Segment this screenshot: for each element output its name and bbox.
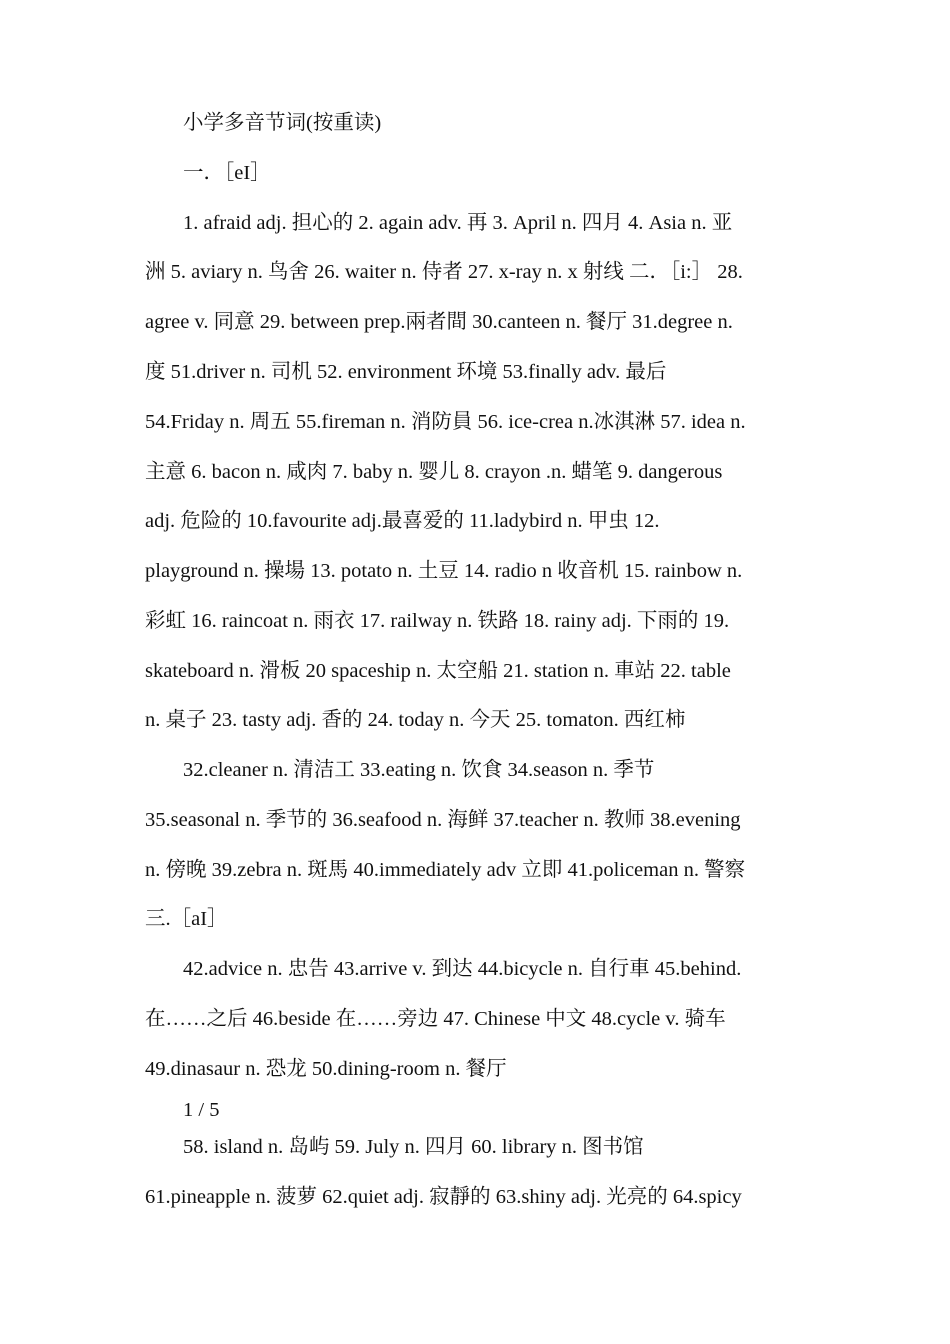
text-line: 主意 6. bacon n. 咸肉 7. baby n. 婴儿 8. crayon .n. 蜡笔 9. dangerous [145, 461, 723, 483]
text-line: n. 傍晚 39.zebra n. 斑馬 40.immediately adv 立即 41.policeman n. 警察 [145, 859, 746, 881]
text-line: 42.advice n. 忠告 43.arrive v. 到达 44.bicycle n. 自行車 45.behind. [183, 958, 742, 980]
text-line: playground n. 操場 13. potato n. 土豆 14. radio n 收音机 15. rainbow n. [145, 560, 743, 582]
text-line: 1. afraid adj. 担心的 2. again adv. 再 3. April n. 四月 4. Asia n. 亚 [183, 212, 733, 234]
section-heading-ei: 一．［eI］ [183, 162, 271, 184]
text-line: 度 51.driver n. 司机 52. environment 环境 53.finally adv. 最后 [145, 361, 667, 383]
section-heading-ai: 三.［aI］ [145, 908, 228, 930]
text-line: 54.Friday n. 周五 55.fireman n. 消防員 56. ice-crea n.冰淇淋 57. idea n. [145, 411, 746, 433]
text-line: n. 桌子 23. tasty adj. 香的 24. today n. 今天 25. tomaton. 西红柿 [145, 709, 686, 731]
document-title: 小学多音节词(按重读) [183, 112, 382, 134]
text-line: 49.dinasaur n. 恐龙 50.dining-room n. 餐厅 [145, 1058, 507, 1080]
text-line: 洲 5. aviary n. 鸟舍 26. waiter n. 侍者 27. x-ray n. x 射线 二．［i:］ 28. [145, 261, 743, 283]
text-line: agree v. 同意 29. between prep.兩者間 30.canteen n. 餐厅 31.degree n. [145, 311, 733, 333]
page-number: 1 / 5 [183, 1099, 220, 1121]
text-line: 61.pineapple n. 菠萝 62.quiet adj. 寂靜的 63.shiny adj. 光亮的 64.spicy [145, 1186, 742, 1208]
text-line: 32.cleaner n. 清洁工 33.eating n. 饮食 34.season n. 季节 [183, 759, 655, 781]
text-line: adj. 危险的 10.favourite adj.最喜爱的 11.ladybird n. 甲虫 12. [145, 510, 660, 532]
text-line: 58. island n. 岛屿 59. July n. 四月 60. library n. 图书馆 [183, 1136, 644, 1158]
text-line: 彩虹 16. raincoat n. 雨衣 17. railway n. 铁路 18. rainy adj. 下雨的 19. [145, 610, 730, 632]
text-line: 35.seasonal n. 季节的 36.seafood n. 海鲜 37.teacher n. 教师 38.evening [145, 809, 741, 831]
text-line: 在……之后 46.beside 在……旁边 47. Chinese 中文 48.cycle v. 骑车 [145, 1008, 726, 1030]
text-line: skateboard n. 滑板 20 spaceship n. 太空船 21. station n. 車站 22. table [145, 660, 731, 682]
